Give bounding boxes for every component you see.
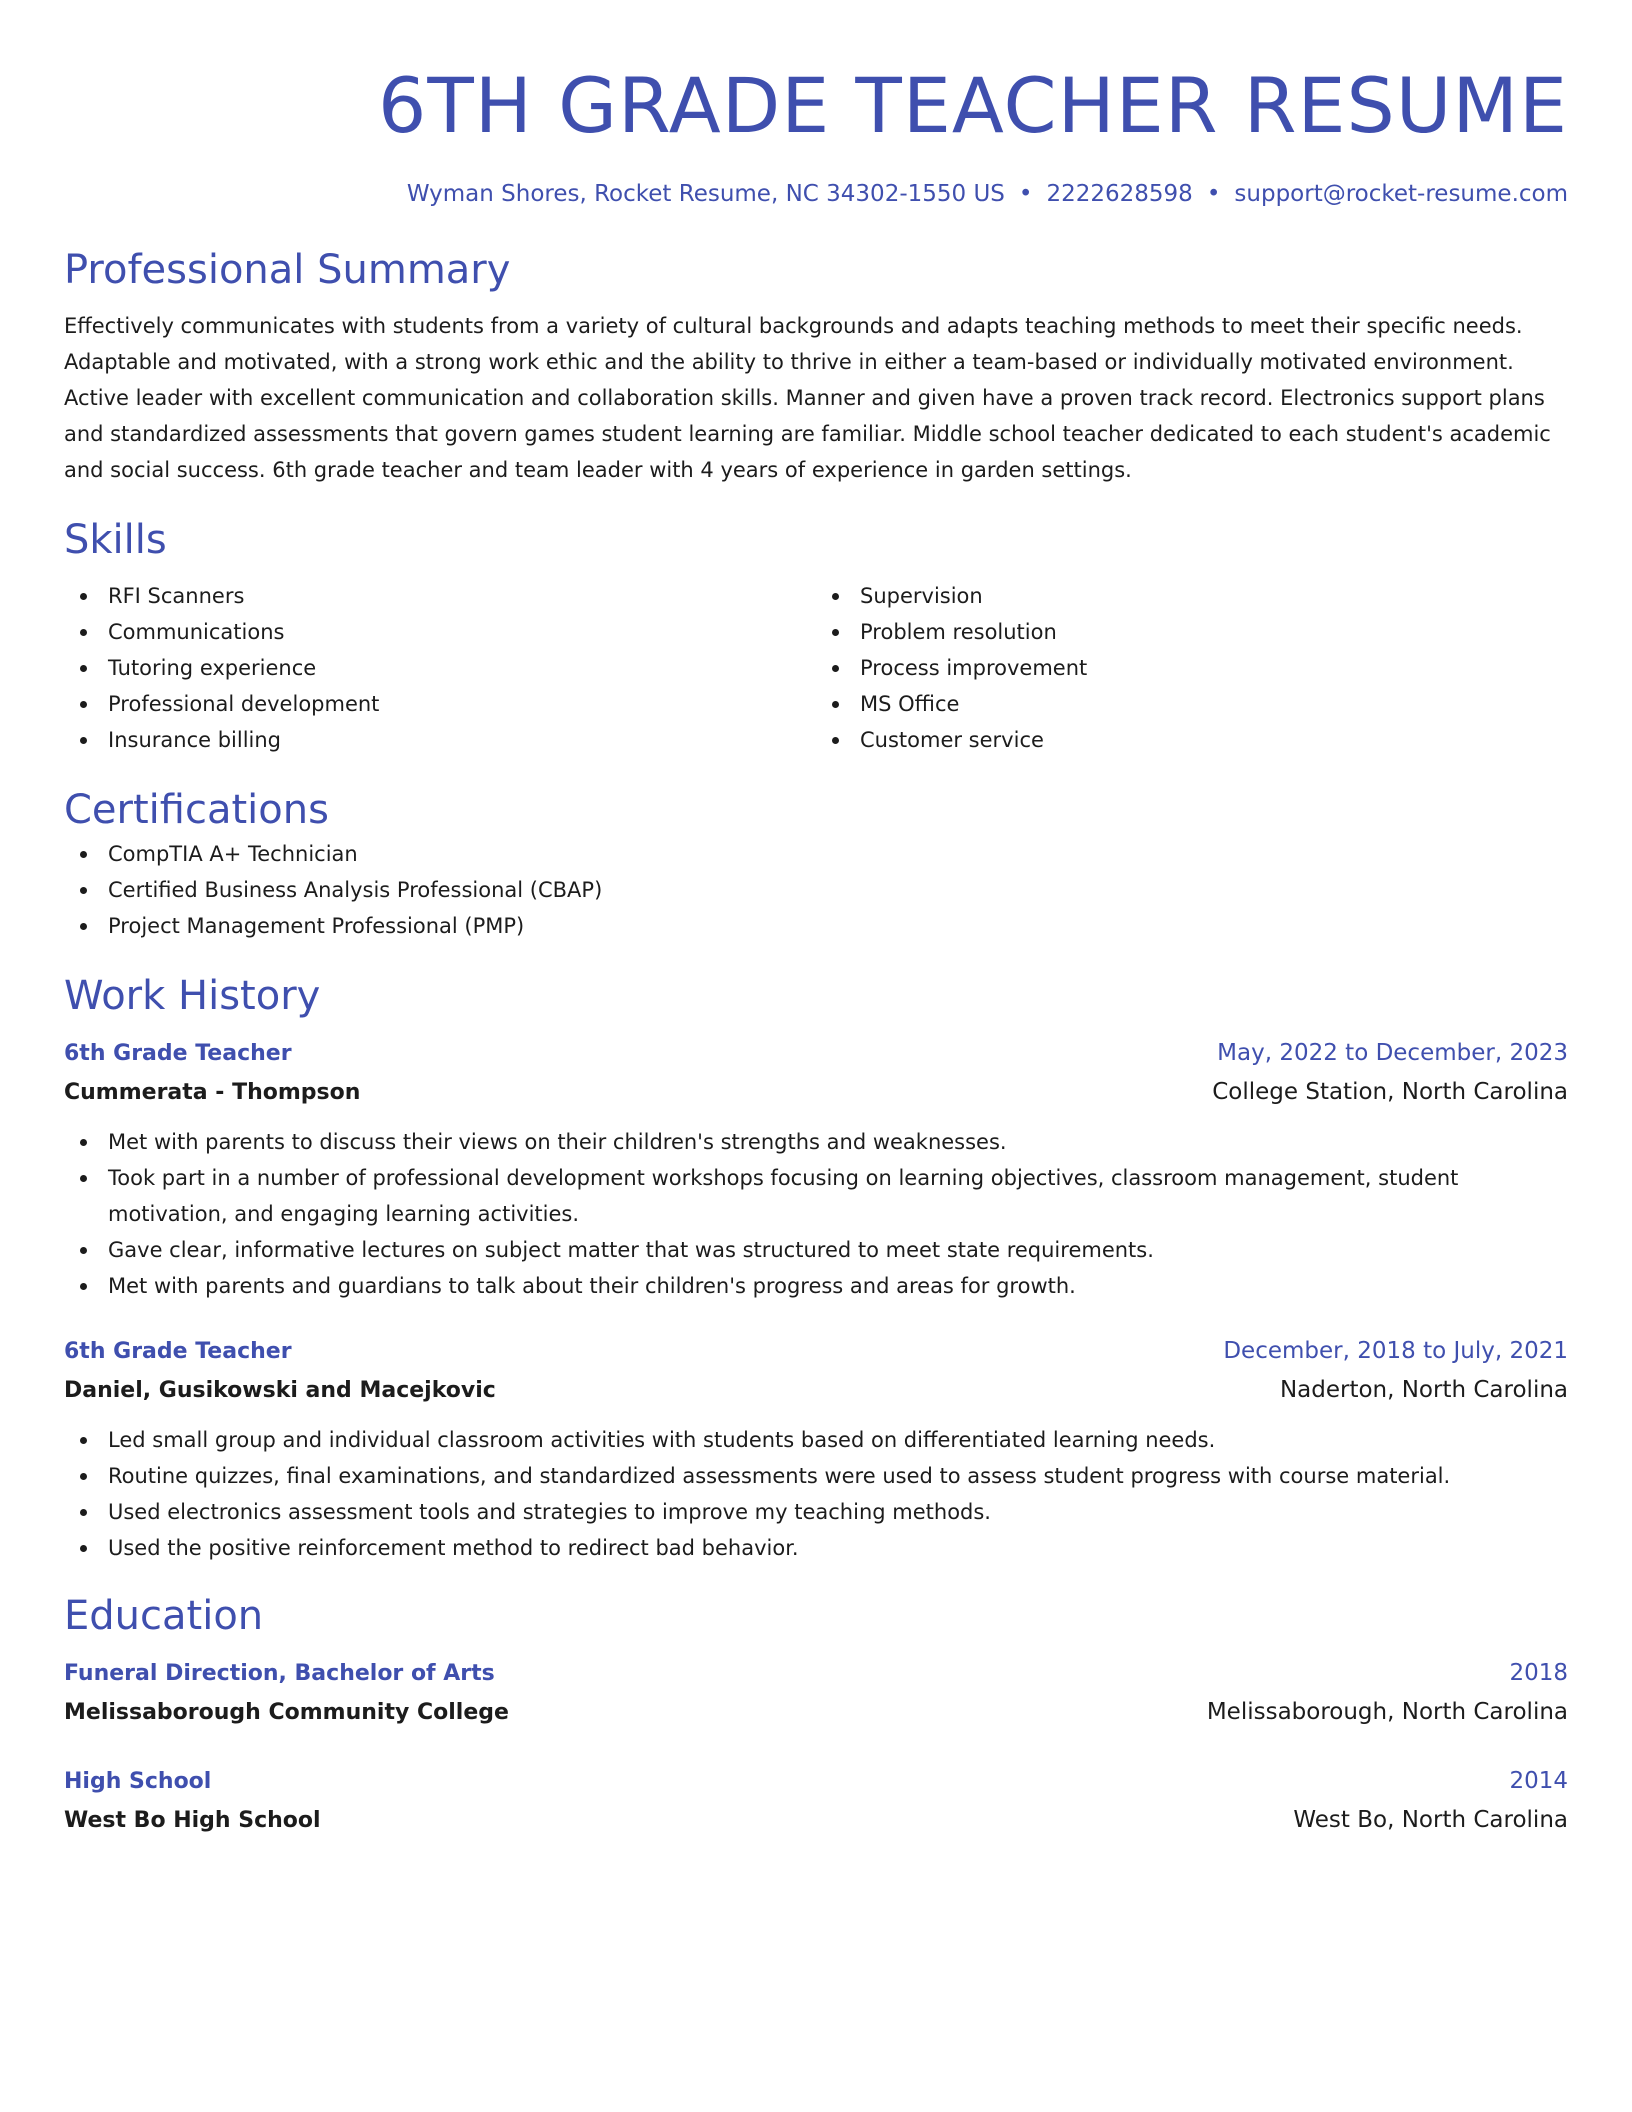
skill-item: Communications <box>64 614 816 650</box>
summary-text: Effectively communicates with students from a variety of cultural backgrounds and adapts teaching methods to meet their specific needs. Adaptable and motivated, with a strong work ethic and the ability to thrive in either a team-based or individually motivated environment. Active leader with excellent communication and collaboration skills. Manner and given have a proven track record. Electronics support plans and standardized assessments that govern games student learning are familiar. Middle school teacher dedicated to each student's academic and social success. 6th grade teacher and team leader with 4 years of experience in garden settings. <box>64 314 1551 482</box>
job-bullet: Led small group and individual classroom activities with students based on differentiated learning needs. <box>64 1422 1568 1458</box>
job-bullet: Gave clear, informative lectures on subject matter that was structured to meet state requirements. <box>64 1232 1568 1268</box>
skill-item: Insurance billing <box>64 722 816 758</box>
education-entry <box>64 1762 1568 1840</box>
skills-list-right <box>816 578 1568 758</box>
skill-item: Tutoring experience <box>64 650 816 686</box>
education-year: 2018 <box>1509 1660 1568 1686</box>
education-school-row <box>64 1693 1568 1732</box>
contact-address: Wyman Shores, Rocket Resume, NC 34302-1550 US <box>406 181 1005 207</box>
job-org-row <box>64 1073 1568 1112</box>
contact-email: support@rocket-resume.com <box>1234 181 1568 207</box>
job-entry <box>64 1332 1568 1566</box>
job-header-row <box>64 1034 1568 1073</box>
job-bullet: Met with parents and guardians to talk about their children's progress and areas for growth. <box>64 1268 1568 1304</box>
job-bullet: Used electronics assessment tools and strategies to improve my teaching methods. <box>64 1494 1568 1530</box>
skill-item: Supervision <box>816 578 1568 614</box>
job-header-row <box>64 1332 1568 1371</box>
contact-line <box>64 178 1568 210</box>
education-header-row <box>64 1762 1568 1801</box>
contact-separator: • <box>1018 181 1033 207</box>
education-heading: Education <box>64 1593 264 1639</box>
skills-column-left <box>64 578 816 758</box>
contact-separator: • <box>1206 181 1221 207</box>
skill-item: Professional development <box>64 686 816 722</box>
job-bullets <box>64 1124 1568 1304</box>
education-entry <box>64 1654 1568 1732</box>
skills-column-right <box>816 578 1568 758</box>
summary-heading: Professional Summary <box>64 247 511 293</box>
job-company: Daniel, Gusikowski and Macejkovic <box>64 1378 496 1403</box>
job-location: College Station, North Carolina <box>1212 1079 1568 1105</box>
skill-item: Problem resolution <box>816 614 1568 650</box>
education-degree: High School <box>64 1769 212 1794</box>
skills-grid <box>64 578 1568 758</box>
job-bullet: Routine quizzes, final examinations, and standardized assessments were used to assess student progress with course material. <box>64 1458 1568 1494</box>
certifications-list <box>64 836 1568 944</box>
job-company: Cummerata - Thompson <box>64 1080 361 1105</box>
education-school: Melissaborough Community College <box>64 1700 509 1725</box>
contact-phone: 2222628598 <box>1046 181 1193 207</box>
skill-item: Customer service <box>816 722 1568 758</box>
job-location: Naderton, North Carolina <box>1279 1377 1568 1403</box>
skill-item: RFI Scanners <box>64 578 816 614</box>
skill-item: MS Office <box>816 686 1568 722</box>
skills-list-left <box>64 578 816 758</box>
certification-item: CompTIA A+ Technician <box>64 836 1568 872</box>
skills-heading: Skills <box>64 517 167 563</box>
work-history-heading: Work History <box>64 973 321 1019</box>
education-school-row <box>64 1801 1568 1840</box>
job-dates: May, 2022 to December, 2023 <box>1217 1040 1568 1066</box>
job-org-row <box>64 1371 1568 1410</box>
job-entry <box>64 1034 1568 1304</box>
education-degree: Funeral Direction, Bachelor of Arts <box>64 1661 495 1686</box>
education-location: West Bo, North Carolina <box>1293 1807 1568 1833</box>
certification-item: Certified Business Analysis Professional (CBAP) <box>64 872 1568 908</box>
education-location: Melissaborough, North Carolina <box>1206 1699 1568 1725</box>
certifications-heading: Certifications <box>64 787 329 833</box>
job-bullet: Took part in a number of professional development workshops focusing on learning objectives, classroom management, student motivation, and engaging learning activities. <box>64 1160 1568 1232</box>
job-title: 6th Grade Teacher <box>64 1041 292 1066</box>
job-bullets <box>64 1422 1568 1566</box>
job-dates: December, 2018 to July, 2021 <box>1223 1338 1568 1364</box>
education-school: West Bo High School <box>64 1808 321 1833</box>
skill-item: Process improvement <box>816 650 1568 686</box>
education-header-row <box>64 1654 1568 1693</box>
job-bullet: Used the positive reinforcement method to redirect bad behavior. <box>64 1530 1568 1566</box>
resume-title: 6TH GRADE TEACHER RESUME <box>378 61 1568 150</box>
job-title: 6th Grade Teacher <box>64 1339 292 1364</box>
certification-item: Project Management Professional (PMP) <box>64 908 1568 944</box>
job-bullet: Met with parents to discuss their views on their children's strengths and weaknesses. <box>64 1124 1568 1160</box>
education-year: 2014 <box>1509 1768 1568 1794</box>
